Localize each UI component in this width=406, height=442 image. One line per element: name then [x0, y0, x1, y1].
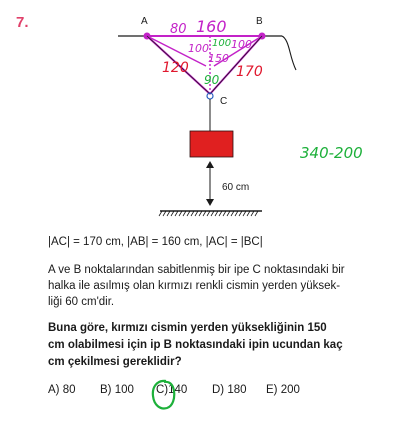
paragraph-line: A ve B noktalarından sabitlenmiş bir ipe C noktasındaki bir — [48, 264, 345, 276]
annot-mid-d: 100 — [212, 38, 232, 49]
answer-options — [48, 384, 348, 404]
red-block — [190, 131, 233, 157]
answer-circle-mark — [150, 378, 178, 412]
height-arrow — [206, 161, 214, 206]
annot-mid-b: 100 — [231, 38, 252, 51]
annot-top-left: 80 — [170, 22, 187, 37]
label-a: A — [141, 16, 148, 27]
prompt-line: cm çekilmesi gereklidir? — [48, 356, 182, 368]
question-number: 7. — [16, 14, 29, 31]
annot-side-calc: 340-200 — [300, 144, 363, 162]
prompt-line: Buna göre, kırmızı cismin yerden yüksekliğinin 150 — [48, 322, 327, 334]
annot-bottom: 90 — [204, 73, 220, 87]
paragraph-line: liği 60 cm'dir. — [48, 296, 115, 308]
annot-mid-a: 100 — [188, 42, 209, 55]
question-prompt — [48, 320, 368, 371]
given-line: |AC| = 170 cm, |AB| = 160 cm, |AC| = |BC| — [48, 236, 263, 248]
option-e[interactable]: E) 200 — [266, 384, 300, 396]
option-a[interactable]: A) 80 — [48, 384, 76, 396]
annot-mid-c: 150 — [208, 52, 229, 65]
option-c[interactable]: C)140 — [156, 384, 188, 396]
annot-right-side: 170 — [236, 64, 263, 80]
option-d[interactable]: D) 180 — [212, 384, 247, 396]
label-c: C — [220, 96, 228, 107]
option-b[interactable]: B) 100 — [100, 384, 134, 396]
prompt-line: cm olabilmesi için ip B noktasındaki ipin ucundan kaç — [48, 339, 343, 351]
annot-left-side: 120 — [162, 60, 189, 76]
ground — [159, 211, 262, 216]
height-label: 60 cm — [222, 182, 250, 193]
paragraph-line: halka ile asılmış olan kırmızı renkli cismin yerden yüksek- — [48, 280, 341, 292]
label-b: B — [256, 16, 263, 27]
annot-top-right: 160 — [196, 17, 227, 36]
question-paragraph — [48, 262, 368, 310]
